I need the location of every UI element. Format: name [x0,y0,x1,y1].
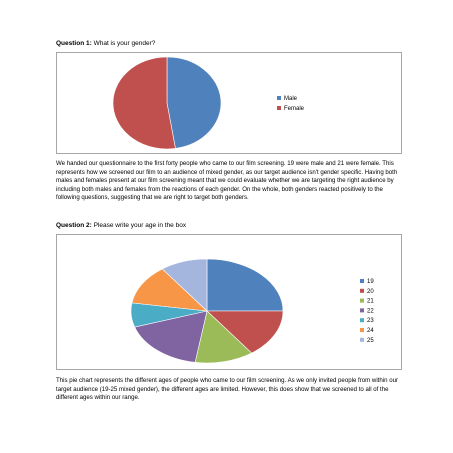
question1-title [56,40,155,47]
age-pie-chart [56,234,402,370]
legend-swatch-22 [360,308,364,312]
legend-label-21: 21 [367,298,374,305]
question2-paragraph: This pie chart represents the different ages of people who came to our film screening. As we only invited people from within our target audience (19-25 mixed gender), the different ages are limited. However, this does show that we screened to all of the different ages within our range. [56,377,398,402]
question1-paragraph: We handed our questionnaire to the first forty people who came to our film screening. 19 were male and 21 were female. This represents how we screened our film to an audience of mixed gender, as our target audience isn't gender specific. Having both males and females present at our film screening meant that we could evaluate whether we are targeting the right audience by including both males and females from the reactions of each gender. On the whole, both genders reacted positively to the following questions, suggesting that we are right to target both genders. [56,160,398,202]
gender-pie-svg [57,53,401,153]
legend-label-24: 24 [367,328,374,334]
question2-label: Question 2: [56,222,92,229]
question2-text: Please write your age in the box [93,222,187,229]
legend-swatch-20 [360,289,364,293]
legend-label-23: 23 [367,318,374,325]
pie-slice-19 [207,259,283,311]
legend-label-male: Male [284,96,298,102]
age-pie-svg [57,235,401,369]
legend-swatch-female [277,106,281,110]
legend-swatch-19 [360,279,364,283]
question1-text: What is your gender? [93,40,156,47]
pie-slice-male [167,57,221,148]
legend-swatch-male [277,96,281,100]
question2-title [56,222,186,229]
legend-swatch-24 [360,328,364,332]
legend-label-25: 25 [367,337,374,344]
pie-slice-female [113,57,175,149]
legend-label-22: 22 [367,308,374,315]
gender-pie-chart [56,52,402,154]
question1-label: Question 1: [56,40,92,47]
legend-label-19: 19 [367,279,374,285]
legend-swatch-21 [360,299,364,303]
legend-label-20: 20 [367,288,374,295]
legend-swatch-25 [360,338,364,342]
legend-label-female: Female [284,106,305,112]
legend-swatch-23 [360,318,364,322]
